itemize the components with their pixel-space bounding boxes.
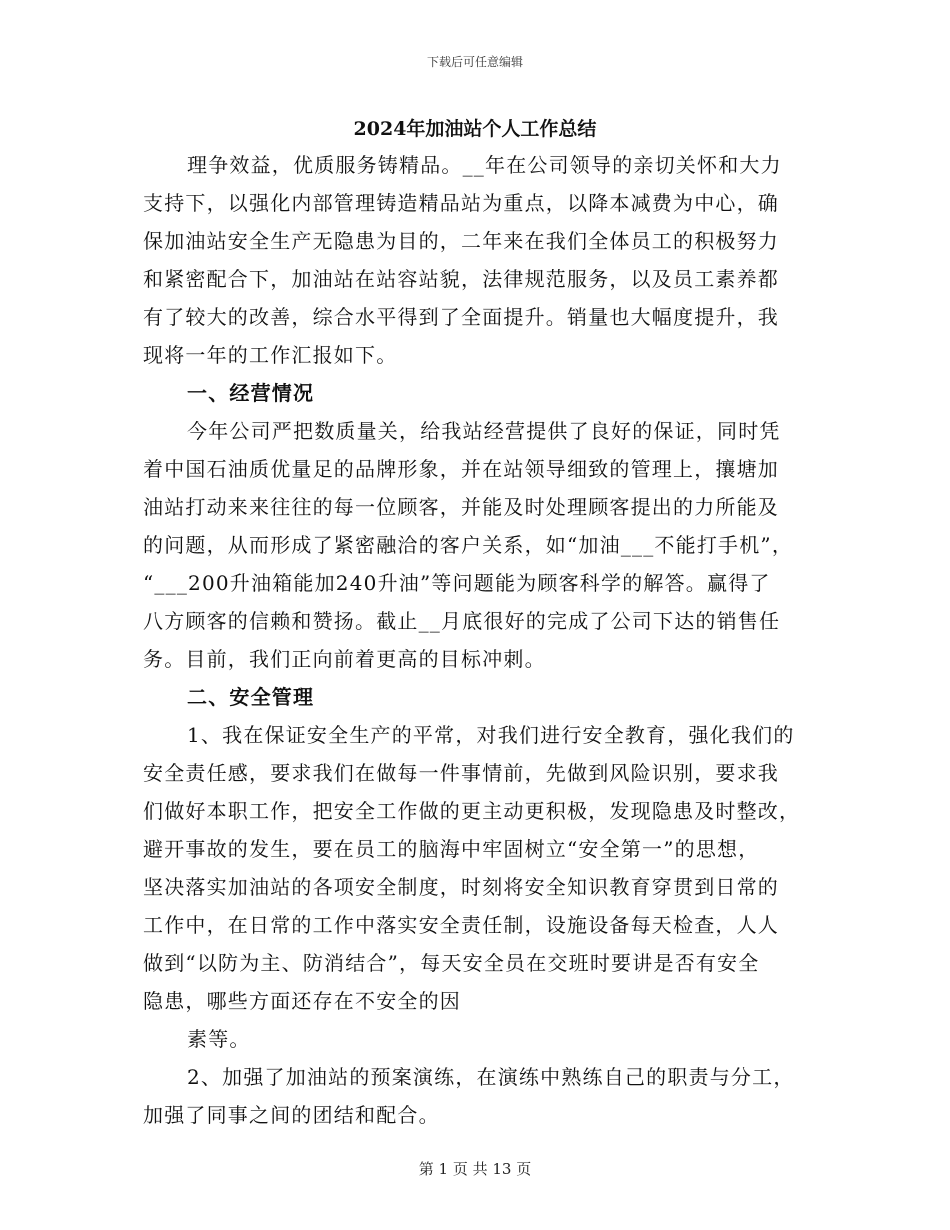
body-line: 着中国石油质优量足的品牌形象，并在站领导细致的管理上，攘塘加 <box>143 457 779 481</box>
body-line: 今年公司严把数质量关，给我站经营提供了良好的保证，同时凭 <box>187 419 781 443</box>
body-line: 们做好本职工作，把安全工作做的更主动更积极，发现隐患及时整改， <box>143 799 801 823</box>
body-line: 坚决落实加油站的各项安全制度，时刻将安全知识教育穿贯到日常的 <box>143 875 779 899</box>
body-line: 保加油站安全生产无隐患为目的，二年来在我们全体员工的积极努力 <box>143 229 779 253</box>
body-line: 素等。 <box>187 1027 251 1051</box>
body-line: 八方顾客的信赖和赞扬。截止__月底很好的完成了公司下达的销售任 <box>143 609 781 633</box>
body-line: 1、我在保证安全生产的平常，对我们进行安全教育，强化我们的 <box>187 723 795 747</box>
body-line: 有了较大的改善，综合水平得到了全面提升。销量也大幅度提升，我 <box>143 305 779 329</box>
section-heading-operations: 一、经营情况 <box>187 381 315 405</box>
body-line: 避开事故的发生，要在员工的脑海中牢固树立“安全第一”的思想， <box>143 837 760 861</box>
page-footer: 第 1 页 共 13 页 <box>418 1160 532 1178</box>
body-line: 安全责任感，要求我们在做每一件事情前，先做到风险识别，要求我 <box>143 761 779 785</box>
body-line: 油站打动来来往往的每一位顾客，并能及时处理顾客提出的力所能及 <box>143 495 779 519</box>
body-line: “___200升油箱能加240升油”等问题能为顾客科学的解答。赢得了 <box>143 571 771 595</box>
page-header: 下载后可任意编辑 <box>426 55 523 69</box>
body-line: 2、加强了加油站的预案演练，在演练中熟练自己的职责与分工， <box>187 1065 795 1089</box>
body-line: 务。目前，我们正向前着更高的目标冲刺。 <box>143 647 546 671</box>
document-body <box>143 146 813 1134</box>
body-line: 的问题，从而形成了紧密融洽的客户关系，如“加油___不能打手机”， <box>143 533 794 557</box>
body-line: 和紧密配合下，加油站在站容站貌，法律规范服务，以及员工素养都 <box>143 267 779 291</box>
body-line: 加强了同事之间的团结和配合。 <box>143 1103 440 1127</box>
body-line: 做到“以防为主、防消结合”，每天安全员在交班时要讲是否有安全 <box>143 951 760 975</box>
body-line: 工作中，在日常的工作中落实安全责任制，设施设备每天检查，人人 <box>143 913 779 937</box>
body-line: 现将一年的工作汇报如下。 <box>143 343 398 367</box>
body-line: 理争效益，优质服务铸精品。__年在公司领导的亲切关怀和大力 <box>187 153 782 177</box>
body-line: 支持下，以强化内部管理铸造精品站为重点，以降本减费为中心，确 <box>143 191 779 215</box>
section-heading-safety: 二、安全管理 <box>187 685 315 709</box>
document-title: 2024年加油站个人工作总结 <box>353 118 597 140</box>
body-line: 隐患，哪些方面还存在不安全的因 <box>143 989 461 1013</box>
